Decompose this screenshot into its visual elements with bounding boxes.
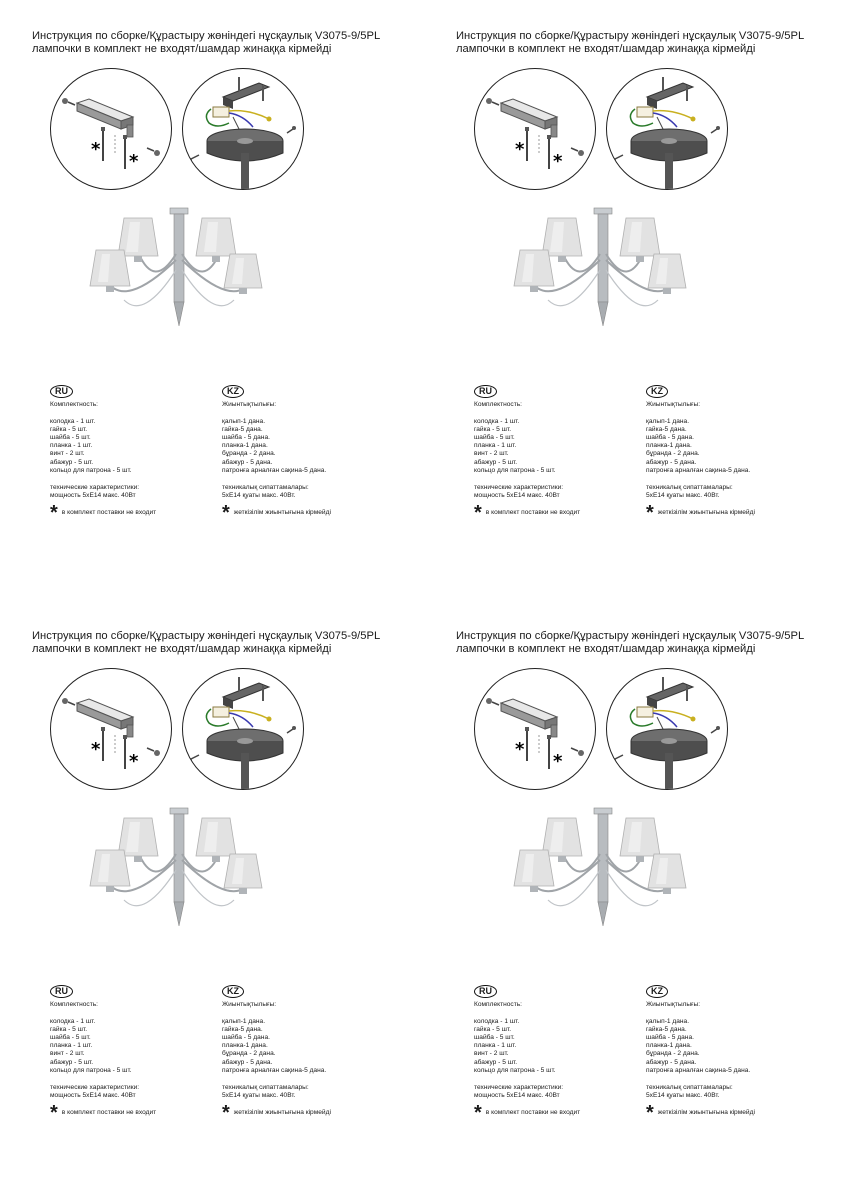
- kz-items-list: [222, 1018, 392, 1075]
- ru-note: в комплект поставки не входит: [61, 508, 157, 516]
- list-item: шайба - 5 шт.: [474, 434, 515, 442]
- sheet-title: [32, 630, 380, 656]
- ru-note: в комплект поставки не входит: [485, 1108, 581, 1116]
- list-item: шайба - 5 дана.: [222, 434, 270, 442]
- chandelier-image: [508, 200, 698, 340]
- list-item: винт - 2 шт.: [50, 1050, 85, 1058]
- list-item: планка-1 дана.: [222, 442, 268, 450]
- list-item: абажур - 5 дана.: [646, 1058, 697, 1066]
- ru-spec-heading: технические характеристики:: [474, 483, 564, 491]
- list-item: патронға арналған сақина-5 дана.: [222, 1066, 327, 1074]
- list-item: кольцо для патрона - 5 шт.: [474, 1066, 556, 1074]
- ru-items-list: [474, 1018, 644, 1075]
- list-item: гайка-5 дана.: [646, 426, 687, 434]
- list-item: гайка-5 дана.: [222, 426, 263, 434]
- list-item: патронға арналған сақина-5 дана.: [646, 1066, 751, 1074]
- kz-heading: Жиынтықтылығы:: [646, 1001, 701, 1008]
- asterisk-icon: *: [50, 501, 58, 524]
- sheet-title: [32, 30, 380, 56]
- kz-section: [646, 385, 816, 524]
- asterisk-icon: *: [646, 1101, 654, 1124]
- canopy-wiring-diagram: [182, 68, 304, 190]
- kz-spec-heading: техникалық сипаттамалары:: [222, 1083, 309, 1091]
- instruction-sheet: [424, 600, 848, 1200]
- list-item: колодка - 1 шт.: [50, 418, 96, 426]
- not-included-star: *: [515, 739, 525, 760]
- sheet-title: [456, 30, 804, 56]
- ru-spec-heading: технические характеристики:: [474, 1083, 564, 1091]
- kz-badge: KZ: [222, 385, 244, 398]
- list-item: абажур - 5 дана.: [222, 1058, 273, 1066]
- list-item: абажур - 5 шт.: [474, 458, 518, 466]
- not-included-star: *: [91, 739, 101, 760]
- ru-spec-value: мощность 5хЕ14 макс. 40Вт: [50, 1091, 136, 1099]
- chandelier-image: [84, 800, 274, 940]
- asterisk-icon: *: [222, 501, 230, 524]
- asterisk-icon: *: [646, 501, 654, 524]
- title-line-1: Инструкция по сборке/Құрастыру жөніндегі нұсқаулық V3075-9/5PL: [32, 30, 381, 42]
- instruction-sheet: [0, 600, 424, 1200]
- kz-spec-value: 5хЕ14 қуаты макс. 40Вт.: [646, 491, 720, 499]
- kz-note: жеткізілім жиынтығына кірмейді: [657, 1108, 755, 1116]
- title-line-1: Инструкция по сборке/Құрастыру жөніндегі нұсқаулық V3075-9/5PL: [32, 630, 381, 642]
- ru-heading: Комплектность:: [50, 401, 98, 408]
- asterisk-icon: *: [222, 1101, 230, 1124]
- ru-note: в комплект поставки не входит: [61, 1108, 157, 1116]
- kz-spec-value: 5хЕ14 қуаты макс. 40Вт.: [222, 491, 296, 499]
- ru-heading: Комплектность:: [474, 1001, 522, 1008]
- ru-heading: Комплектность:: [474, 401, 522, 408]
- kz-spec-value: 5хЕ14 қуаты макс. 40Вт.: [222, 1091, 296, 1099]
- instruction-sheet: [424, 0, 848, 600]
- list-item: планка-1 дана.: [222, 1042, 268, 1050]
- ru-spec-heading: технические характеристики:: [50, 1083, 140, 1091]
- mounting-bracket-diagram: [474, 668, 596, 790]
- list-item: планка-1 дана.: [646, 1042, 692, 1050]
- sheet-title: [456, 630, 804, 656]
- list-item: колодка - 1 шт.: [474, 418, 520, 426]
- not-included-star: *: [129, 151, 139, 172]
- ru-heading: Комплектность:: [50, 1001, 98, 1008]
- asterisk-icon: *: [474, 1101, 482, 1124]
- list-item: колодка - 1 шт.: [50, 1018, 96, 1026]
- list-item: винт - 2 шт.: [474, 450, 509, 458]
- list-item: шайба - 5 дана.: [646, 1034, 694, 1042]
- list-item: планка - 1 шт.: [50, 1042, 93, 1050]
- list-item: шайба - 5 шт.: [50, 434, 91, 442]
- mounting-bracket-diagram: [50, 68, 172, 190]
- kz-heading: Жиынтықтылығы:: [222, 1001, 277, 1008]
- chandelier-image: [508, 800, 698, 940]
- canopy-wiring-diagram: [606, 68, 728, 190]
- ru-spec-value: мощность 5хЕ14 макс. 40Вт: [474, 1091, 560, 1099]
- mounting-bracket-diagram: [474, 68, 596, 190]
- kz-section: [646, 985, 816, 1124]
- ru-spec-heading: технические характеристики:: [50, 483, 140, 491]
- list-item: абажур - 5 шт.: [50, 458, 94, 466]
- list-item: планка - 1 шт.: [474, 442, 517, 450]
- kz-items-list: [646, 418, 816, 475]
- list-item: бұранда - 2 дана.: [222, 1050, 276, 1058]
- list-item: патронға арналған сақина-5 дана.: [646, 466, 751, 474]
- ru-note: в комплект поставки не входит: [485, 508, 581, 516]
- list-item: кольцо для патрона - 5 шт.: [50, 1066, 132, 1074]
- list-item: гайка-5 дана.: [222, 1026, 263, 1034]
- list-item: шайба - 5 дана.: [222, 1034, 270, 1042]
- title-line-2: лампочки в комплект не входят/шамдар жинаққа кірмейді: [32, 43, 332, 55]
- list-item: бұранда - 2 дана.: [646, 450, 700, 458]
- ru-spec-value: мощность 5хЕ14 макс. 40Вт: [50, 491, 136, 499]
- canopy-wiring-diagram: [182, 668, 304, 790]
- list-item: планка - 1 шт.: [50, 442, 93, 450]
- chandelier-image: [84, 200, 274, 340]
- list-item: гайка - 5 шт.: [474, 426, 512, 434]
- list-item: абажур - 5 шт.: [474, 1058, 518, 1066]
- kz-spec-heading: техникалық сипаттамалары:: [646, 1083, 733, 1091]
- list-item: шайба - 5 дана.: [646, 434, 694, 442]
- list-item: колодка - 1 шт.: [474, 1018, 520, 1026]
- not-included-star: *: [91, 139, 101, 160]
- list-item: абажур - 5 шт.: [50, 1058, 94, 1066]
- title-line-2: лампочки в комплект не входят/шамдар жинаққа кірмейді: [32, 643, 332, 655]
- list-item: винт - 2 шт.: [474, 1050, 509, 1058]
- list-item: винт - 2 шт.: [50, 450, 85, 458]
- list-item: гайка-5 дана.: [646, 1026, 687, 1034]
- list-item: гайка - 5 шт.: [474, 1026, 512, 1034]
- ru-spec-value: мощность 5хЕ14 макс. 40Вт: [474, 491, 560, 499]
- list-item: абажур - 5 дана.: [646, 458, 697, 466]
- ru-section: [474, 385, 644, 524]
- kz-items-list: [222, 418, 392, 475]
- kz-badge: KZ: [646, 985, 668, 998]
- title-line-1: Инструкция по сборке/Құрастыру жөніндегі нұсқаулық V3075-9/5PL: [456, 630, 805, 642]
- kz-badge: KZ: [222, 985, 244, 998]
- kz-note: жеткізілім жиынтығына кірмейді: [233, 1108, 331, 1116]
- mounting-bracket-diagram: [50, 668, 172, 790]
- list-item: қалып-1 дана.: [222, 1018, 266, 1026]
- title-line-1: Инструкция по сборке/Құрастыру жөніндегі нұсқаулық V3075-9/5PL: [456, 30, 805, 42]
- list-item: бұранда - 2 дана.: [222, 450, 276, 458]
- list-item: патронға арналған сақина-5 дана.: [222, 466, 327, 474]
- list-item: қалып-1 дана.: [646, 418, 690, 426]
- ru-badge: RU: [50, 985, 73, 998]
- list-item: шайба - 5 шт.: [50, 1034, 91, 1042]
- not-included-star: *: [515, 139, 525, 160]
- ru-items-list: [474, 418, 644, 475]
- list-item: гайка - 5 шт.: [50, 426, 88, 434]
- kz-spec-heading: техникалық сипаттамалары:: [646, 483, 733, 491]
- asterisk-icon: *: [50, 1101, 58, 1124]
- kz-note: жеткізілім жиынтығына кірмейді: [233, 508, 331, 516]
- kz-badge: KZ: [646, 385, 668, 398]
- not-included-star: *: [129, 751, 139, 772]
- list-item: абажур - 5 дана.: [222, 458, 273, 466]
- kz-spec-value: 5хЕ14 қуаты макс. 40Вт.: [646, 1091, 720, 1099]
- ru-section: [50, 385, 220, 524]
- list-item: гайка - 5 шт.: [50, 1026, 88, 1034]
- ru-items-list: [50, 1018, 220, 1075]
- list-item: кольцо для патрона - 5 шт.: [50, 466, 132, 474]
- list-item: қалып-1 дана.: [646, 1018, 690, 1026]
- not-included-star: *: [553, 151, 563, 172]
- ru-badge: RU: [50, 385, 73, 398]
- canopy-wiring-diagram: [606, 668, 728, 790]
- asterisk-icon: *: [474, 501, 482, 524]
- kz-heading: Жиынтықтылығы:: [222, 401, 277, 408]
- ru-section: [474, 985, 644, 1124]
- ru-items-list: [50, 418, 220, 475]
- title-line-2: лампочки в комплект не входят/шамдар жинаққа кірмейді: [456, 43, 756, 55]
- list-item: бұранда - 2 дана.: [646, 1050, 700, 1058]
- ru-section: [50, 985, 220, 1124]
- ru-badge: RU: [474, 385, 497, 398]
- instruction-sheet: [0, 0, 424, 600]
- list-item: қалып-1 дана.: [222, 418, 266, 426]
- kz-items-list: [646, 1018, 816, 1075]
- ru-badge: RU: [474, 985, 497, 998]
- list-item: планка - 1 шт.: [474, 1042, 517, 1050]
- kz-heading: Жиынтықтылығы:: [646, 401, 701, 408]
- kz-spec-heading: техникалық сипаттамалары:: [222, 483, 309, 491]
- kz-section: [222, 385, 392, 524]
- list-item: кольцо для патрона - 5 шт.: [474, 466, 556, 474]
- kz-section: [222, 985, 392, 1124]
- list-item: шайба - 5 шт.: [474, 1034, 515, 1042]
- list-item: планка-1 дана.: [646, 442, 692, 450]
- kz-note: жеткізілім жиынтығына кірмейді: [657, 508, 755, 516]
- title-line-2: лампочки в комплект не входят/шамдар жинаққа кірмейді: [456, 643, 756, 655]
- not-included-star: *: [553, 751, 563, 772]
